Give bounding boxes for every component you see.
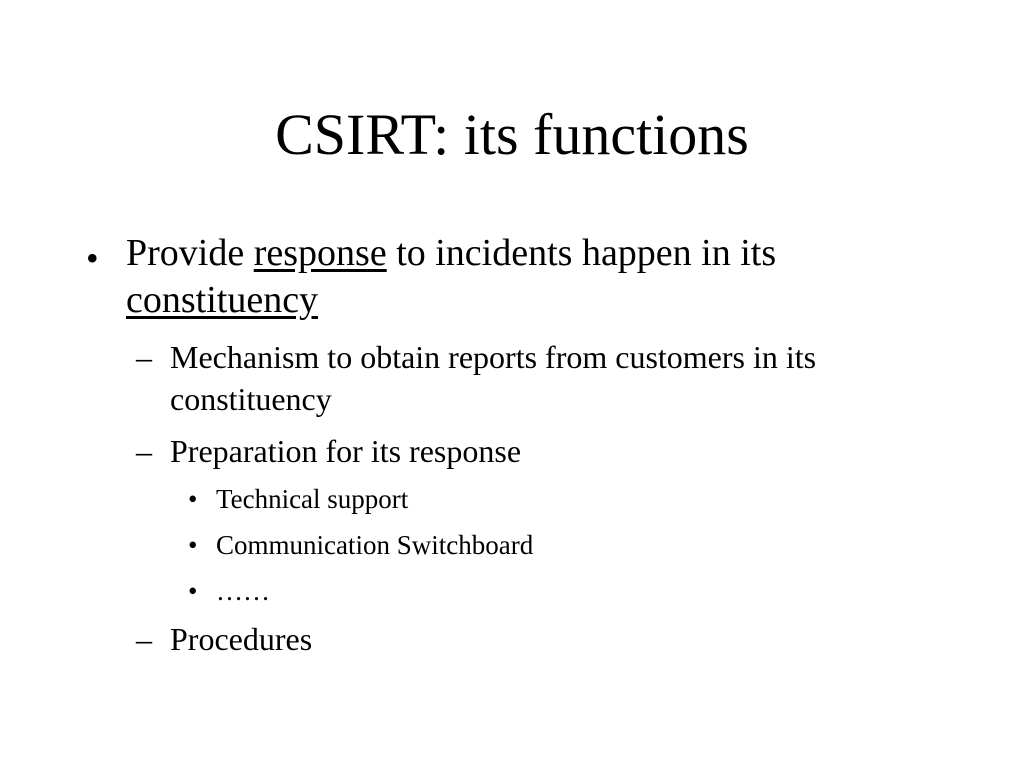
constituency-underlined: constituency [126, 279, 319, 321]
sub-bullet-text: Procedures [170, 621, 313, 657]
sub-sub-bullet-text: …… [216, 576, 270, 606]
bullet-provide-response [126, 230, 946, 324]
bullet-text-mid: to incidents happen in its [386, 232, 777, 274]
sub-sub-bullet-text: Technical support [216, 484, 409, 514]
dash-marker: – [136, 621, 152, 657]
bullet-text-pre: Provide [126, 232, 254, 274]
sub-bullet-text: Preparation for its response [170, 433, 522, 469]
bullet-marker: • [188, 576, 198, 606]
bullet-marker: • [188, 484, 198, 514]
sub-sub-bullet-text: Communication Switchboard [216, 530, 534, 560]
response-underlined: response [253, 232, 387, 274]
bullet-marker: • [188, 530, 198, 560]
bullet-marker: • [86, 238, 99, 278]
sub-bullet-text: Mechanism to obtain reports from customers in its constituency [170, 339, 817, 417]
dash-marker: – [136, 433, 152, 469]
dash-marker: – [136, 339, 152, 375]
slide-title: CSIRT: its functions [275, 102, 749, 167]
